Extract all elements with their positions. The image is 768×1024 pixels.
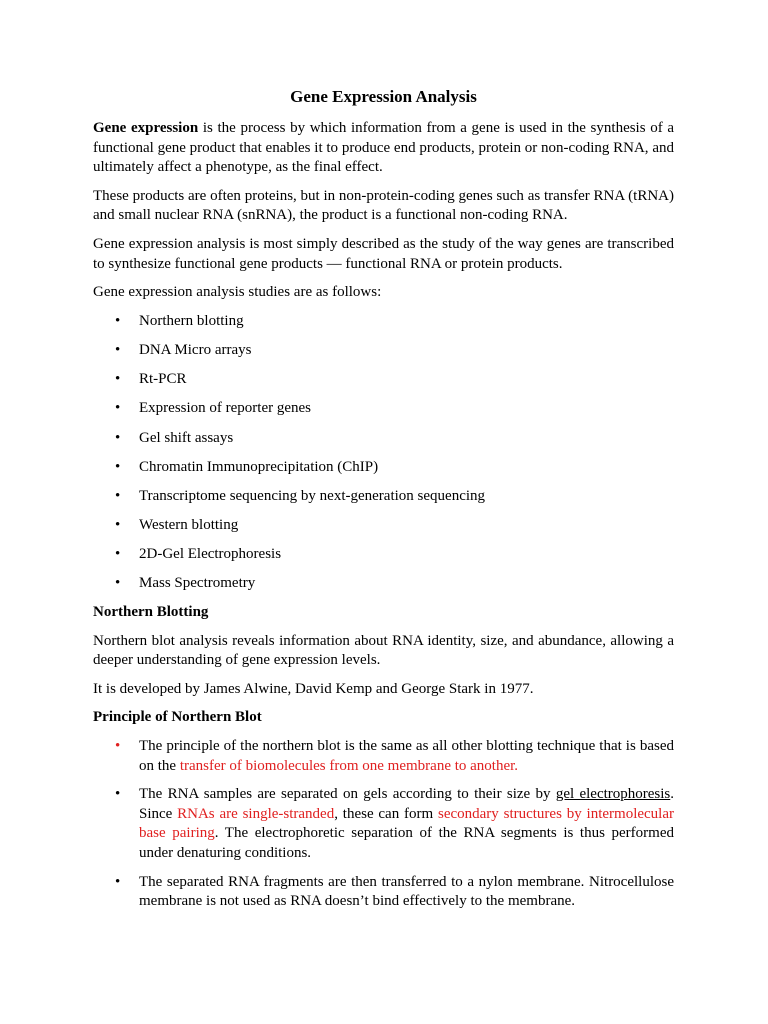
list-item xyxy=(93,785,674,863)
bullet-icon: • xyxy=(115,738,121,754)
list-item xyxy=(93,312,674,332)
studies-intro-paragraph: Gene expression analysis studies are as follows: xyxy=(93,284,382,301)
bullet-icon: • xyxy=(115,487,121,504)
list-item-label: Gel shift assays xyxy=(139,429,234,446)
northern-paragraph: Northern blot analysis reveals information about RNA identity, size, and abundance, allowing a deeper understanding of gene expression levels. xyxy=(93,632,674,669)
studies-list xyxy=(93,312,674,594)
list-item-label: Chromatin Immunoprecipitation (ChIP) xyxy=(139,458,379,475)
bullet-icon: • xyxy=(115,458,121,475)
intro-term: Gene expression xyxy=(93,120,199,136)
northern-blotting-heading: Northern Blotting xyxy=(93,604,209,621)
list-item-label: Western blotting xyxy=(139,517,239,534)
bullet-icon: • xyxy=(115,341,121,358)
intro-paragraph xyxy=(93,119,674,178)
principle-text: The separated RNA fragments are then transferred to a nylon membrane. Nitrocellulose membrane is not used as RNA doesn’t bind effectively to the membrane. xyxy=(139,873,674,910)
page-title: Gene Expression Analysis xyxy=(290,87,477,106)
list-item-label: 2D-Gel Electrophoresis xyxy=(139,546,282,563)
highlight-text: RNAs are single-stranded xyxy=(177,805,335,822)
products-paragraph: These products are often proteins, but in non-protein-coding genes such as transfer RNA (tRNA) and small nuclear RNA (snRNA), the product is a functional non-coding RNA. xyxy=(93,187,674,224)
principle-text: The principle of the northern blot is the same as all other blotting technique that is based on the xyxy=(139,738,674,774)
bullet-icon: • xyxy=(115,371,121,388)
bullet-icon: • xyxy=(115,575,121,592)
list-item xyxy=(93,487,674,507)
bullet-icon: • xyxy=(115,517,121,534)
list-item-label: Mass Spectrometry xyxy=(139,575,256,592)
highlight-text: transfer of biomolecules from one membrane to another. xyxy=(179,757,519,774)
list-item-label: Expression of reporter genes xyxy=(139,400,312,417)
highlight-text: secondary structures by intermolecular base pairing xyxy=(139,805,674,842)
bullet-icon: • xyxy=(115,786,121,803)
analysis-paragraph: Gene expression analysis is most simply described as the study of the way genes are transcribed to synthesize functional gene products — functional RNA or protein products. xyxy=(93,235,674,272)
bullet-icon: • xyxy=(115,546,121,563)
list-item xyxy=(93,873,674,912)
principle-text: . Since xyxy=(139,786,675,822)
list-item xyxy=(93,737,674,776)
bullet-icon: • xyxy=(115,873,121,890)
list-item xyxy=(93,458,674,478)
list-item xyxy=(93,574,674,594)
list-item xyxy=(93,341,674,361)
list-item xyxy=(93,429,674,449)
principle-list xyxy=(93,737,674,912)
list-item-label: Rt-PCR xyxy=(139,371,187,388)
bullet-icon: • xyxy=(115,312,121,329)
principle-text: . The electrophoretic separation of the RNA segments is thus performed under denaturing conditions. xyxy=(139,825,674,861)
history-paragraph: It is developed by James Alwine, David Kemp and George Stark in 1977. xyxy=(93,680,534,697)
list-item xyxy=(93,370,674,390)
list-item-label: Northern blotting xyxy=(139,312,244,329)
list-item xyxy=(93,545,674,565)
bullet-icon: • xyxy=(115,429,121,446)
principle-heading: Principle of Northern Blot xyxy=(93,709,262,726)
list-item xyxy=(93,399,674,419)
list-item-label: DNA Micro arrays xyxy=(139,341,252,358)
principle-text: The RNA samples are separated on gels according to their size by xyxy=(139,786,556,803)
intro-text: is the process by which information from a gene is used in the synthesis of a functional gene product that enables it to produce end products, protein or non-coding RNA, and ultimately affect a phenotype, as the final effect. xyxy=(93,120,674,176)
gel-electrophoresis-link[interactable]: gel electrophoresis xyxy=(555,786,671,803)
principle-text: , these can form xyxy=(334,805,438,822)
bullet-icon: • xyxy=(115,400,121,417)
list-item-label: Transcriptome sequencing by next-generation sequencing xyxy=(139,487,486,504)
list-item xyxy=(93,516,674,536)
